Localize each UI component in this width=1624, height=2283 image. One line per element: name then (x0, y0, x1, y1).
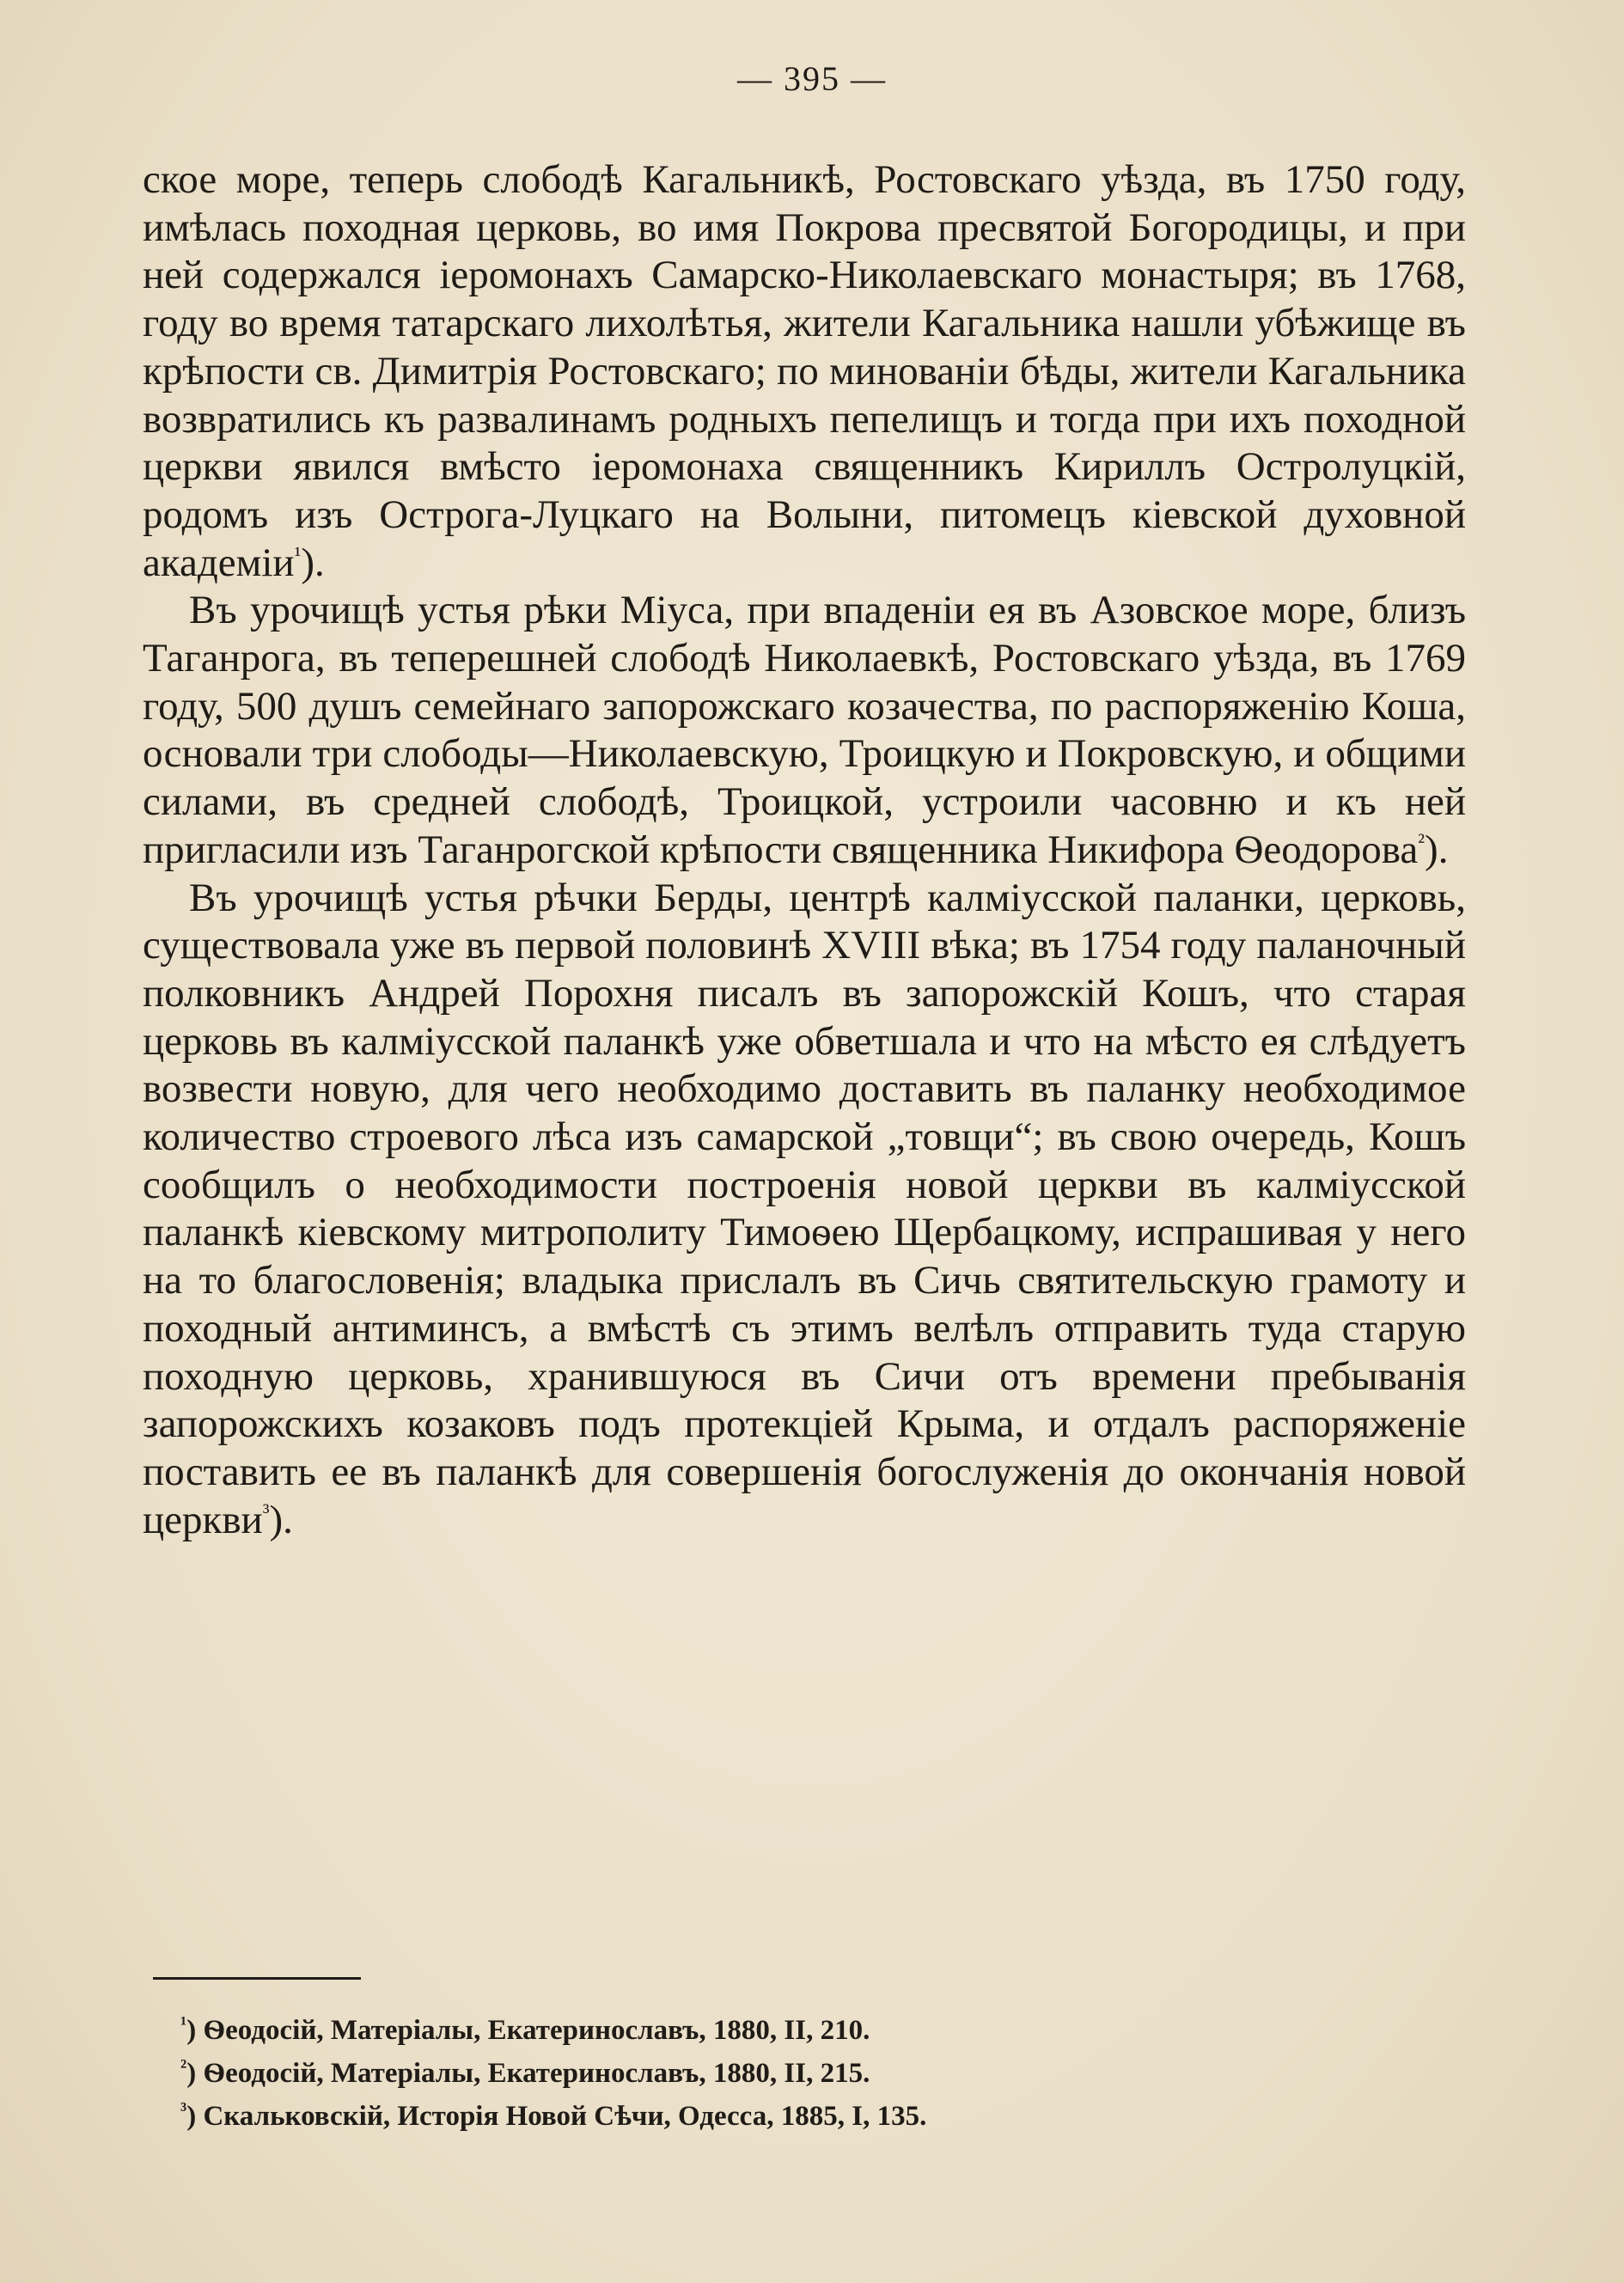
paragraph-text: Въ урочищѣ устья рѣки Міуса, при впаденіи ея въ Азовское море, близъ Таганрога, въ теперешней слободѣ Николаевкѣ, Ростовскаго уѣзда, въ 1769 году, 500 душъ семейнаго запорожскаго козачества, по распоряженію Коша, основали три слободы—Николаевскую, Троицкую и Покровскую, и общими силами, въ средней слободѣ, Троицкой, устроили часовню и къ ней пригласили изъ Таганрогской крѣпости священника Никифора Ѳеодорова (143, 588, 1466, 872)
footnote-mark: ² (180, 2056, 187, 2079)
footnote-mark: ³ (180, 2099, 187, 2121)
footnote-text: ) Ѳеодосій, Матеріалы, Екатеринославъ, 1880, II, 215. (186, 2058, 870, 2089)
footnote-mark: ¹ (180, 2013, 187, 2036)
body-text (143, 156, 1466, 1544)
paragraph (143, 587, 1466, 874)
paragraph-end: ). (1425, 827, 1449, 872)
paragraph-text: Въ урочищѣ устья рѣчки Берды, центрѣ калміусской паланки, церковь, существовала уже въ первой половинѣ XVIII вѣка; въ 1754 году паланочный полковникъ Андрей Порохня писалъ въ запорожскій Кошъ, что старая церковь въ калміусской паланкѣ уже обветшала и что на мѣсто ея слѣдуетъ возвести новую, для чего необходимо доставить въ паланку необходимое количество строевого лѣса изъ самарской „товщи“; въ свою очередь, Кошъ сообщилъ о необходимости построенія новой церкви въ калміусской паланкѣ кіевскому митрополиту Тимоѳею Щербацкому, испрашивая у него на то благословенія; владыка прислалъ въ Сичь святительскую грамоту и походный антиминсъ, а вмѣстѣ съ этимъ велѣлъ отправить туда старую походную церковь, хранившуюся въ Сичи отъ времени пребыванія запорожскихъ козаковъ подъ протекціей Крыма, и отдалъ распоряженіе поставить ее въ паланкѣ для совершенія богослуженія до окончанія новой церкви (143, 875, 1466, 1542)
paragraph-end: ). (269, 1497, 293, 1542)
paragraph (143, 875, 1466, 1545)
footnote-reference: ¹ (294, 541, 302, 567)
footnote (180, 2095, 1452, 2138)
paragraph (143, 156, 1466, 587)
page-number: — 395 — (737, 59, 887, 98)
footnote-text: ) Скальковскій, Исторія Новой Сѣчи, Одесса, 1885, I, 135. (186, 2101, 927, 2132)
footnote-reference: ² (1418, 828, 1426, 854)
footnote-text: ) Ѳеодосій, Матеріалы, Екатеринославъ, 1880, II, 210. (186, 2015, 870, 2046)
footnote-reference: ³ (262, 1499, 270, 1524)
footnote (180, 2052, 1452, 2095)
footnote-divider (153, 1977, 361, 1980)
paragraph-end: ). (301, 540, 325, 585)
paragraph-text: ское море, теперь слободѣ Кагальникѣ, Ростовскаго уѣзда, въ 1750 году, имѣлась походная церковь, во имя Покрова пресвятой Богородицы, и при ней содержался іеромонахъ Самарско-Николаевскаго монастыря; въ 1768, году во время татарскаго лихолѣтья, жители Кагальника нашли убѣжище въ крѣпости св. Димитрія Ростовскаго; по минованіи бѣды, жители Кагальника возвратились къ развалинамъ родныхъ пепелищъ и тогда при ихъ походной церкви явился вмѣсто іеромонаха священникъ Кириллъ Остролуцкій, родомъ изъ Острога-Луцкаго на Волыни, питомецъ кіевской духовной академіи (143, 157, 1466, 585)
footnote (180, 2009, 1452, 2052)
footnotes (180, 2009, 1452, 2138)
